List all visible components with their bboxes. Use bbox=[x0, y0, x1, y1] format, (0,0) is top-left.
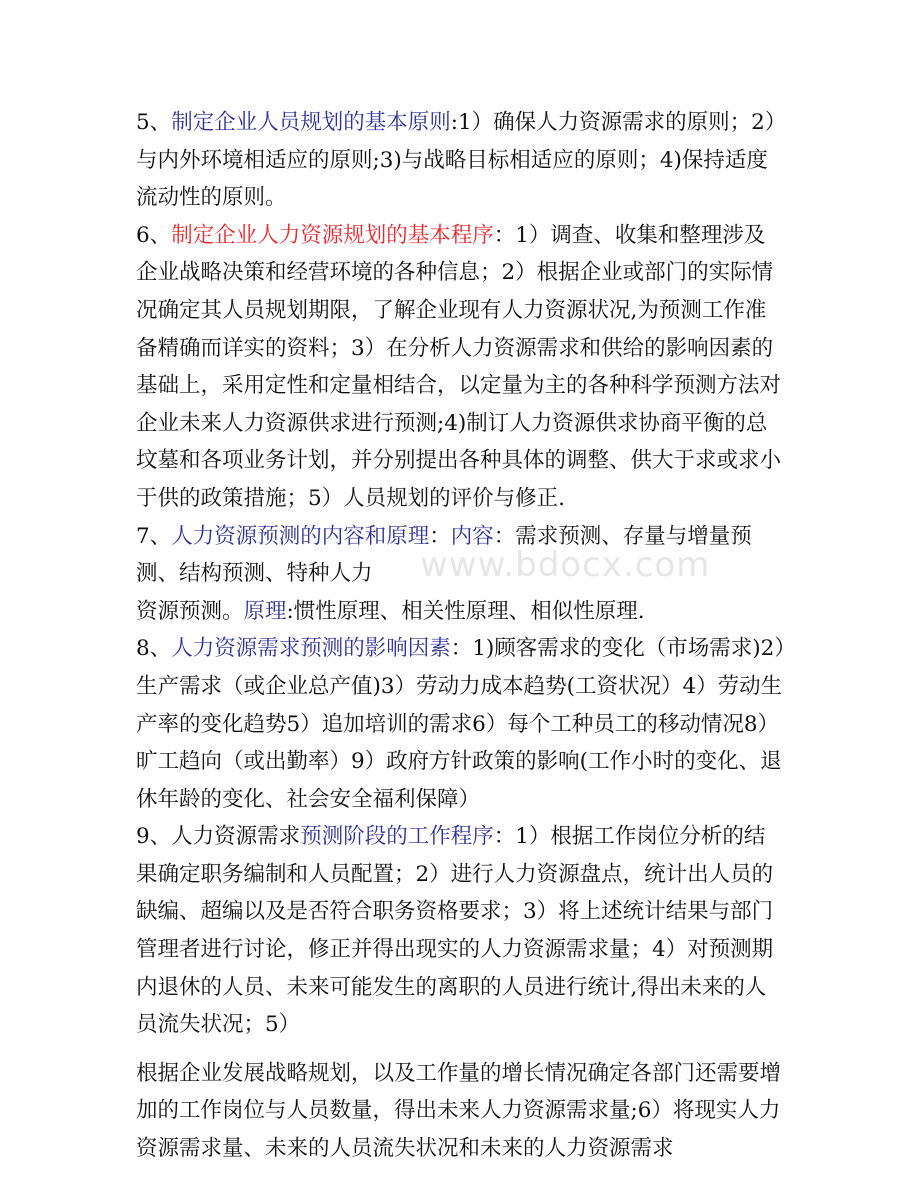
paragraph-8 bbox=[136, 630, 786, 818]
paragraph-text: ：1）根据工作岗位分析的结果确定职务编制和人员配置；2）进行人力资源盘点，统计出人员的缺编、超编以及是否符合职务资格要求；3）将上述统计结果与部门管理者进行讨论，修正并得出现实的人力资源需求量；4）对预测期内退休的人员、未来可能发生的离职的人员进行统计,得出未来的人员流失状况；5） bbox=[136, 824, 774, 1038]
paragraph-text: ：需求预测、存量与增量预测、结构预测、特种人力 bbox=[136, 523, 752, 587]
section-title-link[interactable]: 人力资源需求预测的影响因素 bbox=[171, 636, 451, 662]
section-title-link[interactable]: 制定企业人员规划的基本原则 bbox=[171, 110, 451, 135]
paragraph-9 bbox=[136, 818, 786, 1044]
item-number: 8、 bbox=[136, 636, 172, 662]
section-title-link[interactable]: 人力资源预测的内容和原理 bbox=[171, 523, 430, 549]
content-label-link[interactable]: 内容 bbox=[450, 523, 494, 549]
paragraph-5 bbox=[136, 104, 786, 217]
paragraph-text: 根据企业发展战略规划，以及工作量的增长情况确定各部门还需要增加的工作岗位与人员数量，得出未来人力资源需求量;6）将现实人力资源需求量、未来的人员流失状况和未来的人力资源需求 bbox=[136, 1060, 782, 1162]
paragraph-6 bbox=[136, 217, 786, 518]
paragraph-text: ：1)顾客需求的变化（市场需求)2）生产需求（或企业总产值)3）劳动力成本趋势(工资状况）4）劳动生产率的变化趋势5）追加培训的需求6）每个工种员工的移动情况8）旷工趋向（或出勤率）9）政府方针政策的影响(工作小时的变化、退休年龄的变化、社会安全福利保障） bbox=[136, 636, 786, 812]
document-body bbox=[136, 104, 786, 1168]
paragraph-7 bbox=[136, 518, 786, 631]
paragraph-text: :惯性原理、相关性原理、相似性原理. bbox=[286, 598, 645, 624]
item-number: 7、 bbox=[136, 523, 172, 549]
item-number: 5、 bbox=[136, 110, 172, 135]
principle-label-link[interactable]: 原理 bbox=[243, 598, 287, 624]
item-number: 6、 bbox=[136, 222, 172, 248]
paragraph-text: ：1）调查、收集和整理涉及企业战略决策和经营环境的各种信息；2）根据企业或部门的实际情况确定其人员规划期限，了解企业现有人力资源状况,为预测工作准备精确而详实的资料；3）在分析人力资源需求和供给的影响因素的基础上，采用定性和定量相结合，以定量为主的各种科学预测方法对企业未来人力资源供求进行预测;4)制订人力资源供求协商平衡的总坟墓和各项业务计划，并分别提出各种具体的调整、供大于求或求小于供的政策措施；5）人员规划的评价与修正. bbox=[136, 222, 782, 511]
section-title-link[interactable]: 预测阶段的工作程序 bbox=[300, 824, 494, 850]
paragraph-text: 资源预测。 bbox=[136, 598, 244, 624]
section-title-link[interactable]: 制定企业人力资源规划的基本程序 bbox=[171, 222, 494, 248]
paragraph-text: :1）确保人力资源需求的原则；2）与内外环境相适应的原则;3)与战略目标相适应的原则；4)保持适度流动性的原则。 bbox=[136, 110, 776, 211]
item-number: 9、人力资源需求 bbox=[136, 824, 301, 850]
watermark: www.bdocx.com bbox=[420, 545, 711, 585]
paragraph-10 bbox=[136, 1055, 786, 1168]
separator: ： bbox=[429, 523, 451, 549]
